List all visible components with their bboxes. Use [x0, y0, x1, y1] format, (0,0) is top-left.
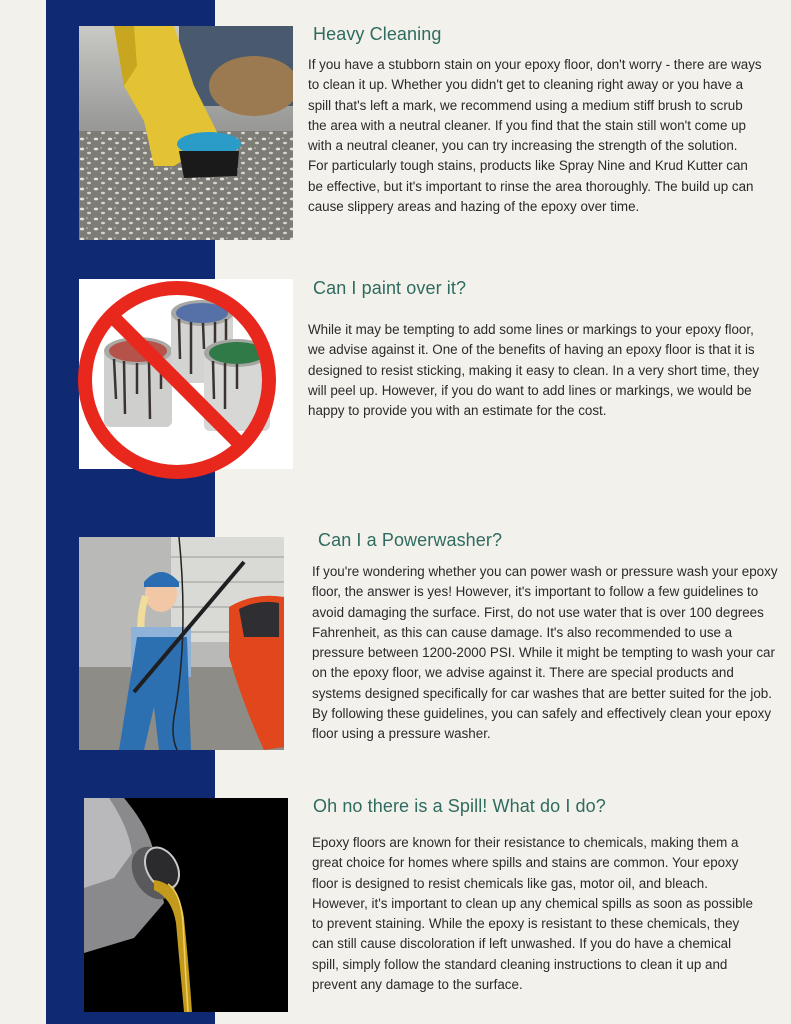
- section-body-paint: [308, 320, 759, 421]
- body-line: cause slippery areas and hazing of the epoxy over time.: [308, 199, 640, 215]
- body-line: pressure between 1200-2000 PSI. While it might be tempting to wash your car: [312, 645, 775, 661]
- no-paint-image: [79, 279, 293, 469]
- body-line: If you have a stubborn stain on your epoxy floor, don't worry - there are ways: [308, 57, 762, 72]
- body-line: will peel up. However, if you do want to add lines or markings, we would be: [308, 382, 752, 398]
- body-line: floor is designed to resist chemicals like gas, motor oil, and bleach.: [312, 875, 708, 891]
- body-line: However, it's important to clean up any chemical spills as soon as possible: [312, 895, 753, 911]
- body-line: systems designed specifically for car washes that are better suited for the job.: [312, 685, 772, 701]
- section-heading-powerwasher: Can I a Powerwasher?: [318, 530, 503, 550]
- body-line: spill that's left a mark, we recommend using a medium stiff brush to scrub: [308, 97, 743, 113]
- body-line: we advise against it. One of the benefits of having an epoxy floor is that it is: [308, 342, 755, 358]
- body-line: Fahrenheit, as this can cause damage. It's also recommended to use a: [312, 624, 733, 640]
- section-heading-paint: Can I paint over it?: [313, 278, 467, 298]
- body-line: can still cause discoloration if left unwashed. If you do have a chemical: [312, 936, 732, 952]
- body-line: with a neutral cleaner, you can try increasing the strength of the solution.: [308, 138, 738, 154]
- body-line: prevent any damage to the surface.: [312, 977, 523, 993]
- body-line: floor, the answer is yes! However, it's important to follow a few guidelines to: [312, 584, 759, 600]
- body-line: For particularly tough stains, products like Spray Nine and Krud Kutter can: [308, 158, 748, 174]
- body-line: Epoxy floors are known for their resistance to chemicals, making them a: [312, 835, 739, 850]
- body-line: great choice for homes where spills and stains are common. Your epoxy: [312, 855, 739, 871]
- body-line: designed to resist sticking, making it easy to clean. In a very short time, they: [308, 362, 760, 378]
- body-line: be effective, but it's important to rinse the area thoroughly. The build up can: [308, 178, 754, 194]
- body-line: By following these guidelines, you can safely and effectively clean your epoxy: [312, 706, 772, 722]
- body-line: to prevent staining. While the epoxy is resistant to these chemicals, they: [312, 916, 740, 932]
- body-line: the area with a neutral cleaner. If you find that the stain still won't come up: [308, 117, 747, 133]
- body-line: avoid damaging the surface. First, do not use water that is over 100 degrees: [312, 604, 764, 620]
- body-line: floor using a pressure washer.: [312, 726, 491, 742]
- body-line: If you're wondering whether you can power wash or pressure wash your epoxy: [312, 564, 778, 579]
- section-heading-heavy-cleaning: Heavy Cleaning: [313, 24, 442, 44]
- body-line: happy to provide you with an estimate for the cost.: [308, 403, 607, 419]
- scrubbing-floor-image: [79, 26, 293, 240]
- body-line: to clean it up. Whether you didn't get to cleaning right away or you have a: [308, 77, 744, 93]
- oil-pouring-image: [84, 798, 288, 1012]
- section-heading-spill: Oh no there is a Spill! What do I do?: [313, 796, 606, 816]
- body-line: on the epoxy floor, we advise against it. There are special products and: [312, 665, 734, 681]
- section-body-heavy-cleaning: [308, 55, 762, 217]
- body-line: spill, simply follow the standard cleaning instructions to clean it up and: [312, 956, 728, 972]
- section-body-spill: [312, 833, 753, 995]
- body-line: While it may be tempting to add some lines or markings to your epoxy floor,: [308, 322, 754, 337]
- pressure-washer-image: [79, 537, 284, 750]
- section-body-powerwasher: [312, 562, 778, 745]
